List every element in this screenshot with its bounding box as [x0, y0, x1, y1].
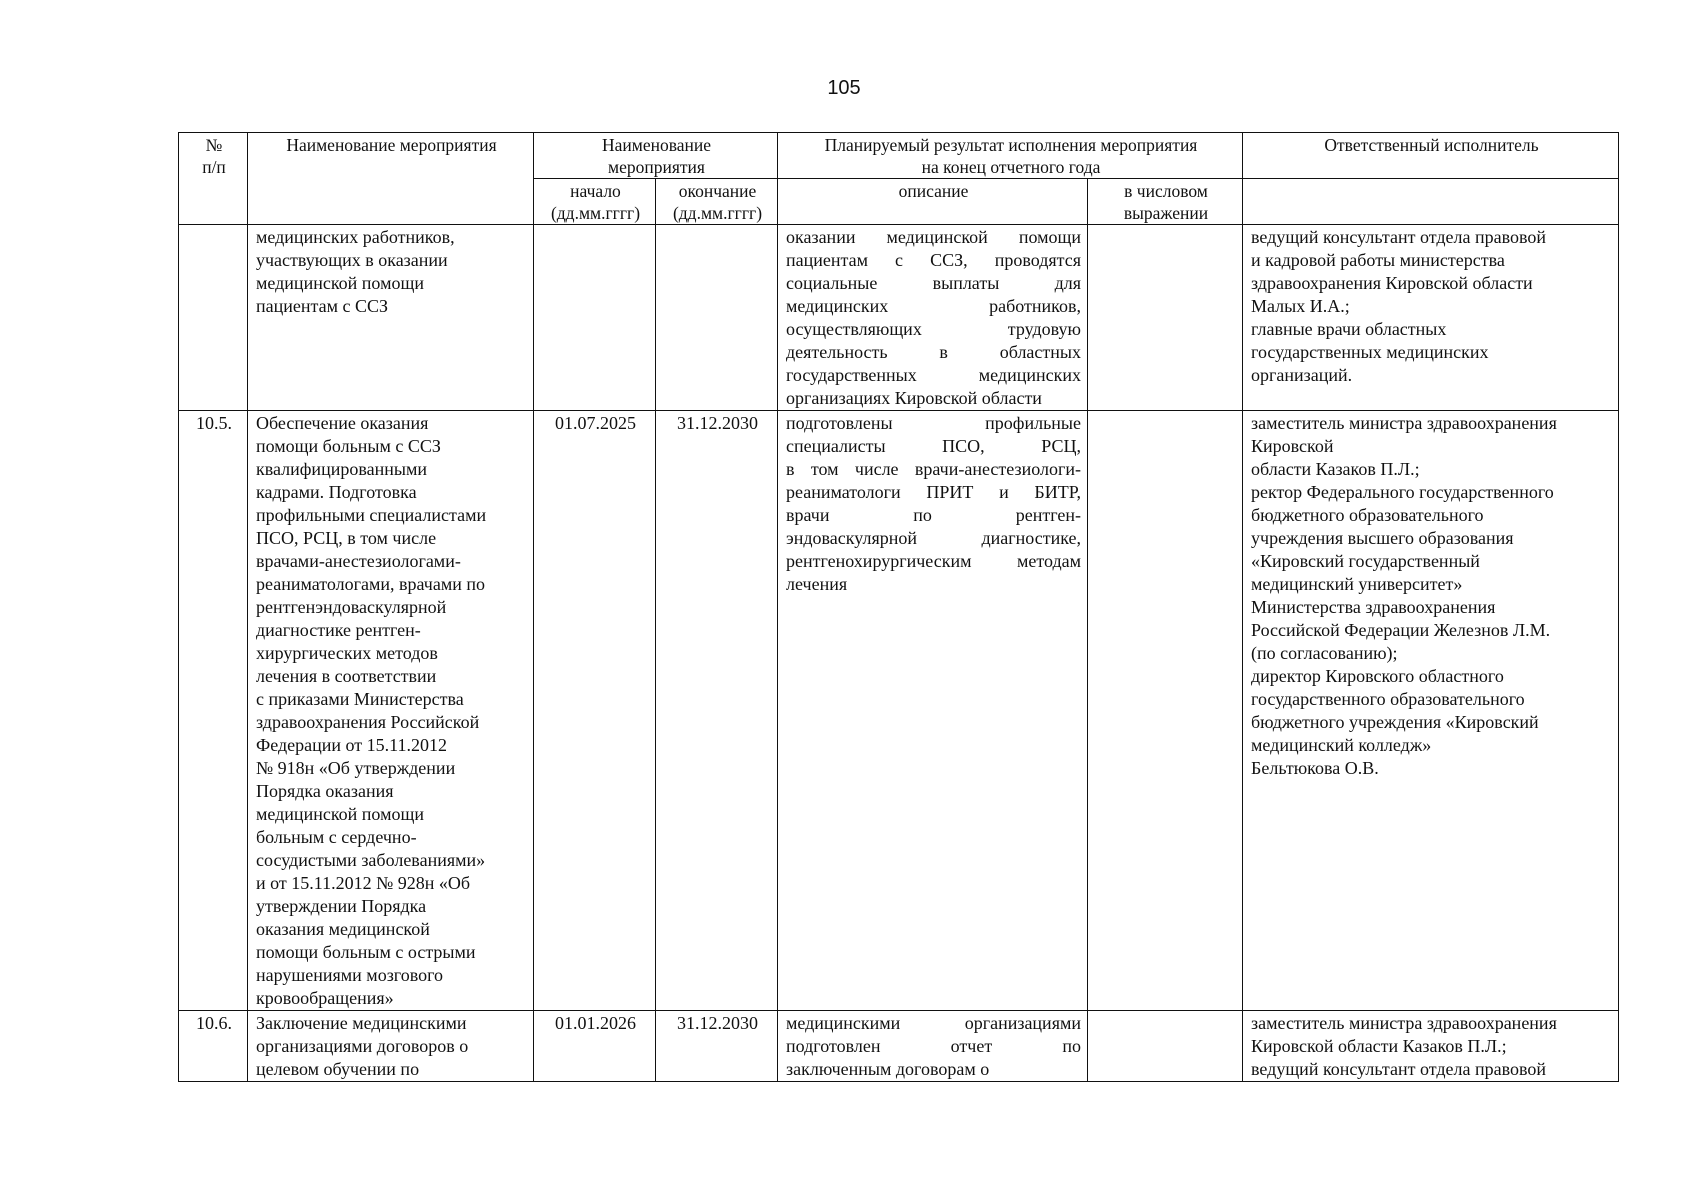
- row-end: 31.12.2030: [656, 411, 778, 1011]
- row-name: [248, 411, 534, 1011]
- cell-text-line: помощи больным с ССЗ: [256, 436, 441, 456]
- cell-text-line: лечения в соответствии: [256, 666, 437, 686]
- cell-text-line: медицинский колледж»: [1251, 735, 1432, 755]
- cell-text-line: рентгенохирургическим методам: [786, 551, 1081, 571]
- cell-text-line: медицинских работников,: [786, 296, 1081, 316]
- cell-text-line: Обеспечение оказания: [256, 413, 429, 433]
- cell-text-line: Малых И.А.;: [1251, 296, 1350, 316]
- header-end: [656, 179, 778, 225]
- header-text-line: №: [205, 135, 223, 155]
- cell-text-line: «Кировский государственный: [1251, 551, 1480, 571]
- header-num: [179, 133, 248, 225]
- row-start: 01.07.2025: [534, 411, 656, 1011]
- row-numeric: [1088, 1011, 1243, 1082]
- cell-text-line: организациях Кировской области: [786, 388, 1042, 408]
- cell-text-line: организациями договоров о: [256, 1036, 469, 1056]
- cell-text-line: Кировской: [1251, 436, 1334, 456]
- cell-text-line: деятельность в областных: [786, 342, 1081, 362]
- cell-text-line: ведущий консультант отдела правовой: [1251, 1059, 1546, 1079]
- table-header-row: [179, 133, 1619, 179]
- row-responsible: [1243, 1011, 1619, 1082]
- cell-text-line: оказания медицинской: [256, 919, 430, 939]
- row-description: [778, 225, 1088, 411]
- cell-text-line: подготовлен отчет по: [786, 1036, 1081, 1056]
- cell-text-line: государственного образовательного: [1251, 689, 1525, 709]
- cell-text-line: (по согласованию);: [1251, 643, 1398, 663]
- cell-text-line: врачами-анестезиологами-: [256, 551, 461, 571]
- cell-text-line: государственных медицинских: [786, 365, 1081, 385]
- cell-text-line: сосудистыми заболеваниями»: [256, 850, 486, 870]
- header-responsible-blank: [1243, 179, 1619, 225]
- cell-text-line: № 918н «Об утверждении: [256, 758, 456, 778]
- cell-text-line: Бельтюкова О.В.: [1251, 758, 1379, 778]
- header-text-line: (дд.мм.гггг): [550, 203, 641, 223]
- header-end-text: [664, 180, 771, 224]
- cell-text-line: хирургических методов: [256, 643, 438, 663]
- cell-text-line: Порядка оказания: [256, 781, 394, 801]
- cell-text-line: медицинскими организациями: [786, 1013, 1081, 1033]
- row-numeric: [1088, 411, 1243, 1011]
- table-row: [179, 1011, 1619, 1082]
- cell-text-line: реаниматологи ПРИТ и БИТР,: [786, 482, 1081, 502]
- cell-text-line: Министерства здравоохранения: [1251, 597, 1496, 617]
- cell-text-line: специалисты ПСО, РСЦ,: [786, 436, 1081, 456]
- cell-text-line: медицинских работников,: [256, 227, 455, 247]
- cell-text-line: организаций.: [1251, 365, 1353, 385]
- row-num: [179, 225, 248, 411]
- header-text-line: окончание: [678, 181, 757, 201]
- row-responsible: [1243, 411, 1619, 1011]
- cell-text-line: помощи больным с острыми: [256, 942, 476, 962]
- cell-text-line: и от 15.11.2012 № 928н «Об: [256, 873, 471, 893]
- cell-text-line: с приказами Министерства: [256, 689, 464, 709]
- header-text-line: начало: [570, 181, 621, 201]
- row-num: 10.6.: [179, 1011, 248, 1082]
- cell-text-line: осуществляющих трудовую: [786, 319, 1081, 339]
- cell-text-line: области Казаков П.Л.;: [1251, 459, 1420, 479]
- cell-text-line: пациентам с ССЗ, проводятся: [786, 250, 1081, 270]
- cell-text-line: оказании медицинской помощи: [786, 227, 1081, 247]
- cell-text-line: квалифицированными: [256, 459, 427, 479]
- cell-text-line: и кадровой работы министерства: [1251, 250, 1505, 270]
- header-name: Наименование мероприятия: [248, 133, 534, 225]
- header-text-line: на конец отчетного года: [921, 157, 1101, 177]
- table-row: [179, 411, 1619, 1011]
- page-number: 105: [827, 77, 861, 99]
- cell-text-line: учреждения высшего образования: [1251, 528, 1514, 548]
- cell-text-line: кадрами. Подготовка: [256, 482, 417, 502]
- header-text-line: Наименование: [601, 135, 712, 155]
- cell-text-line: нарушениями мозгового: [256, 965, 444, 985]
- row-start: 01.01.2026: [534, 1011, 656, 1082]
- header-numeric-text: [1096, 180, 1236, 224]
- cell-text-line: бюджетного образовательного: [1251, 505, 1484, 525]
- row-numeric: [1088, 225, 1243, 411]
- cell-text-line: директор Кировского областного: [1251, 666, 1504, 686]
- row-num: 10.5.: [179, 411, 248, 1011]
- header-result-group-text: [786, 134, 1236, 178]
- header-description: описание: [778, 179, 1088, 225]
- cell-text-line: участвующих в оказании: [256, 250, 448, 270]
- row-end: [656, 225, 778, 411]
- cell-text-line: здравоохранения Кировской области: [1251, 273, 1533, 293]
- header-start-text: [542, 180, 649, 224]
- header-text-line: (дд.мм.гггг): [672, 203, 763, 223]
- cell-text-line: Заключение медицинскими: [256, 1013, 467, 1033]
- cell-text-line: социальные выплаты для: [786, 273, 1081, 293]
- header-dates-group-text: [542, 134, 771, 178]
- cell-text-line: главные врачи областных: [1251, 319, 1447, 339]
- cell-text-line: пациентам с ССЗ: [256, 296, 388, 316]
- cell-text-line: медицинский университет»: [1251, 574, 1463, 594]
- cell-text-line: государственных медицинских: [1251, 342, 1489, 362]
- cell-text-line: ведущий консультант отдела правовой: [1251, 227, 1546, 247]
- row-name: [248, 1011, 534, 1082]
- cell-text-line: подготовлены профильные: [786, 413, 1081, 433]
- header-responsible: Ответственный исполнитель: [1243, 133, 1619, 179]
- header-start: [534, 179, 656, 225]
- header-result-group: [778, 133, 1243, 179]
- cell-text-line: Кировской области Казаков П.Л.;: [1251, 1036, 1507, 1056]
- cell-text-line: ПСО, РСЦ, в том числе: [256, 528, 437, 548]
- cell-text-line: больным с сердечно-: [256, 827, 417, 847]
- cell-text-line: лечения: [786, 574, 848, 594]
- cell-text-line: Российской Федерации Железнов Л.М.: [1251, 620, 1551, 640]
- header-dates-group: [534, 133, 778, 179]
- header-text-line: выражении: [1123, 203, 1209, 223]
- row-description: [778, 411, 1088, 1011]
- cell-text-line: врачи по рентген-: [786, 505, 1081, 525]
- cell-text-line: медицинской помощи: [256, 804, 424, 824]
- cell-text-line: заместитель министра здравоохранения: [1251, 1013, 1557, 1033]
- cell-text-line: эндоваскулярной диагностике,: [786, 528, 1081, 548]
- row-responsible: [1243, 225, 1619, 411]
- header-text-line: Планируемый результат исполнения мероприятия: [824, 135, 1198, 155]
- header-text-line: мероприятия: [608, 157, 705, 177]
- cell-text-line: реаниматологами, врачами по: [256, 574, 485, 594]
- cell-text-line: здравоохранения Российской: [256, 712, 480, 732]
- cell-text-line: бюджетного учреждения «Кировский: [1251, 712, 1539, 732]
- cell-text-line: ректор Федерального государственного: [1251, 482, 1554, 502]
- header-text-line: п/п: [202, 157, 226, 177]
- row-start: [534, 225, 656, 411]
- cell-text-line: заместитель министра здравоохранения: [1251, 413, 1557, 433]
- header-text-line: в числовом: [1124, 181, 1208, 201]
- cell-text-line: диагностике рентген-: [256, 620, 421, 640]
- cell-text-line: утверждении Порядка: [256, 896, 427, 916]
- cell-text-line: медицинской помощи: [256, 273, 424, 293]
- cell-text-line: в том числе врачи-анестезиологи-: [786, 459, 1081, 479]
- row-end: 31.12.2030: [656, 1011, 778, 1082]
- table-row: [179, 225, 1619, 411]
- header-numeric: [1088, 179, 1243, 225]
- cell-text-line: профильными специалистами: [256, 505, 487, 525]
- activities-table: [178, 132, 1619, 1082]
- row-description: [778, 1011, 1088, 1082]
- cell-text-line: кровообращения»: [256, 988, 394, 1008]
- cell-text-line: заключенным договорам о: [786, 1059, 990, 1079]
- cell-text-line: целевом обучении по: [256, 1059, 420, 1079]
- cell-text-line: рентгенэндоваскулярной: [256, 597, 447, 617]
- row-name: [248, 225, 534, 411]
- cell-text-line: Федерации от 15.11.2012: [256, 735, 447, 755]
- header-num-text: [187, 134, 241, 178]
